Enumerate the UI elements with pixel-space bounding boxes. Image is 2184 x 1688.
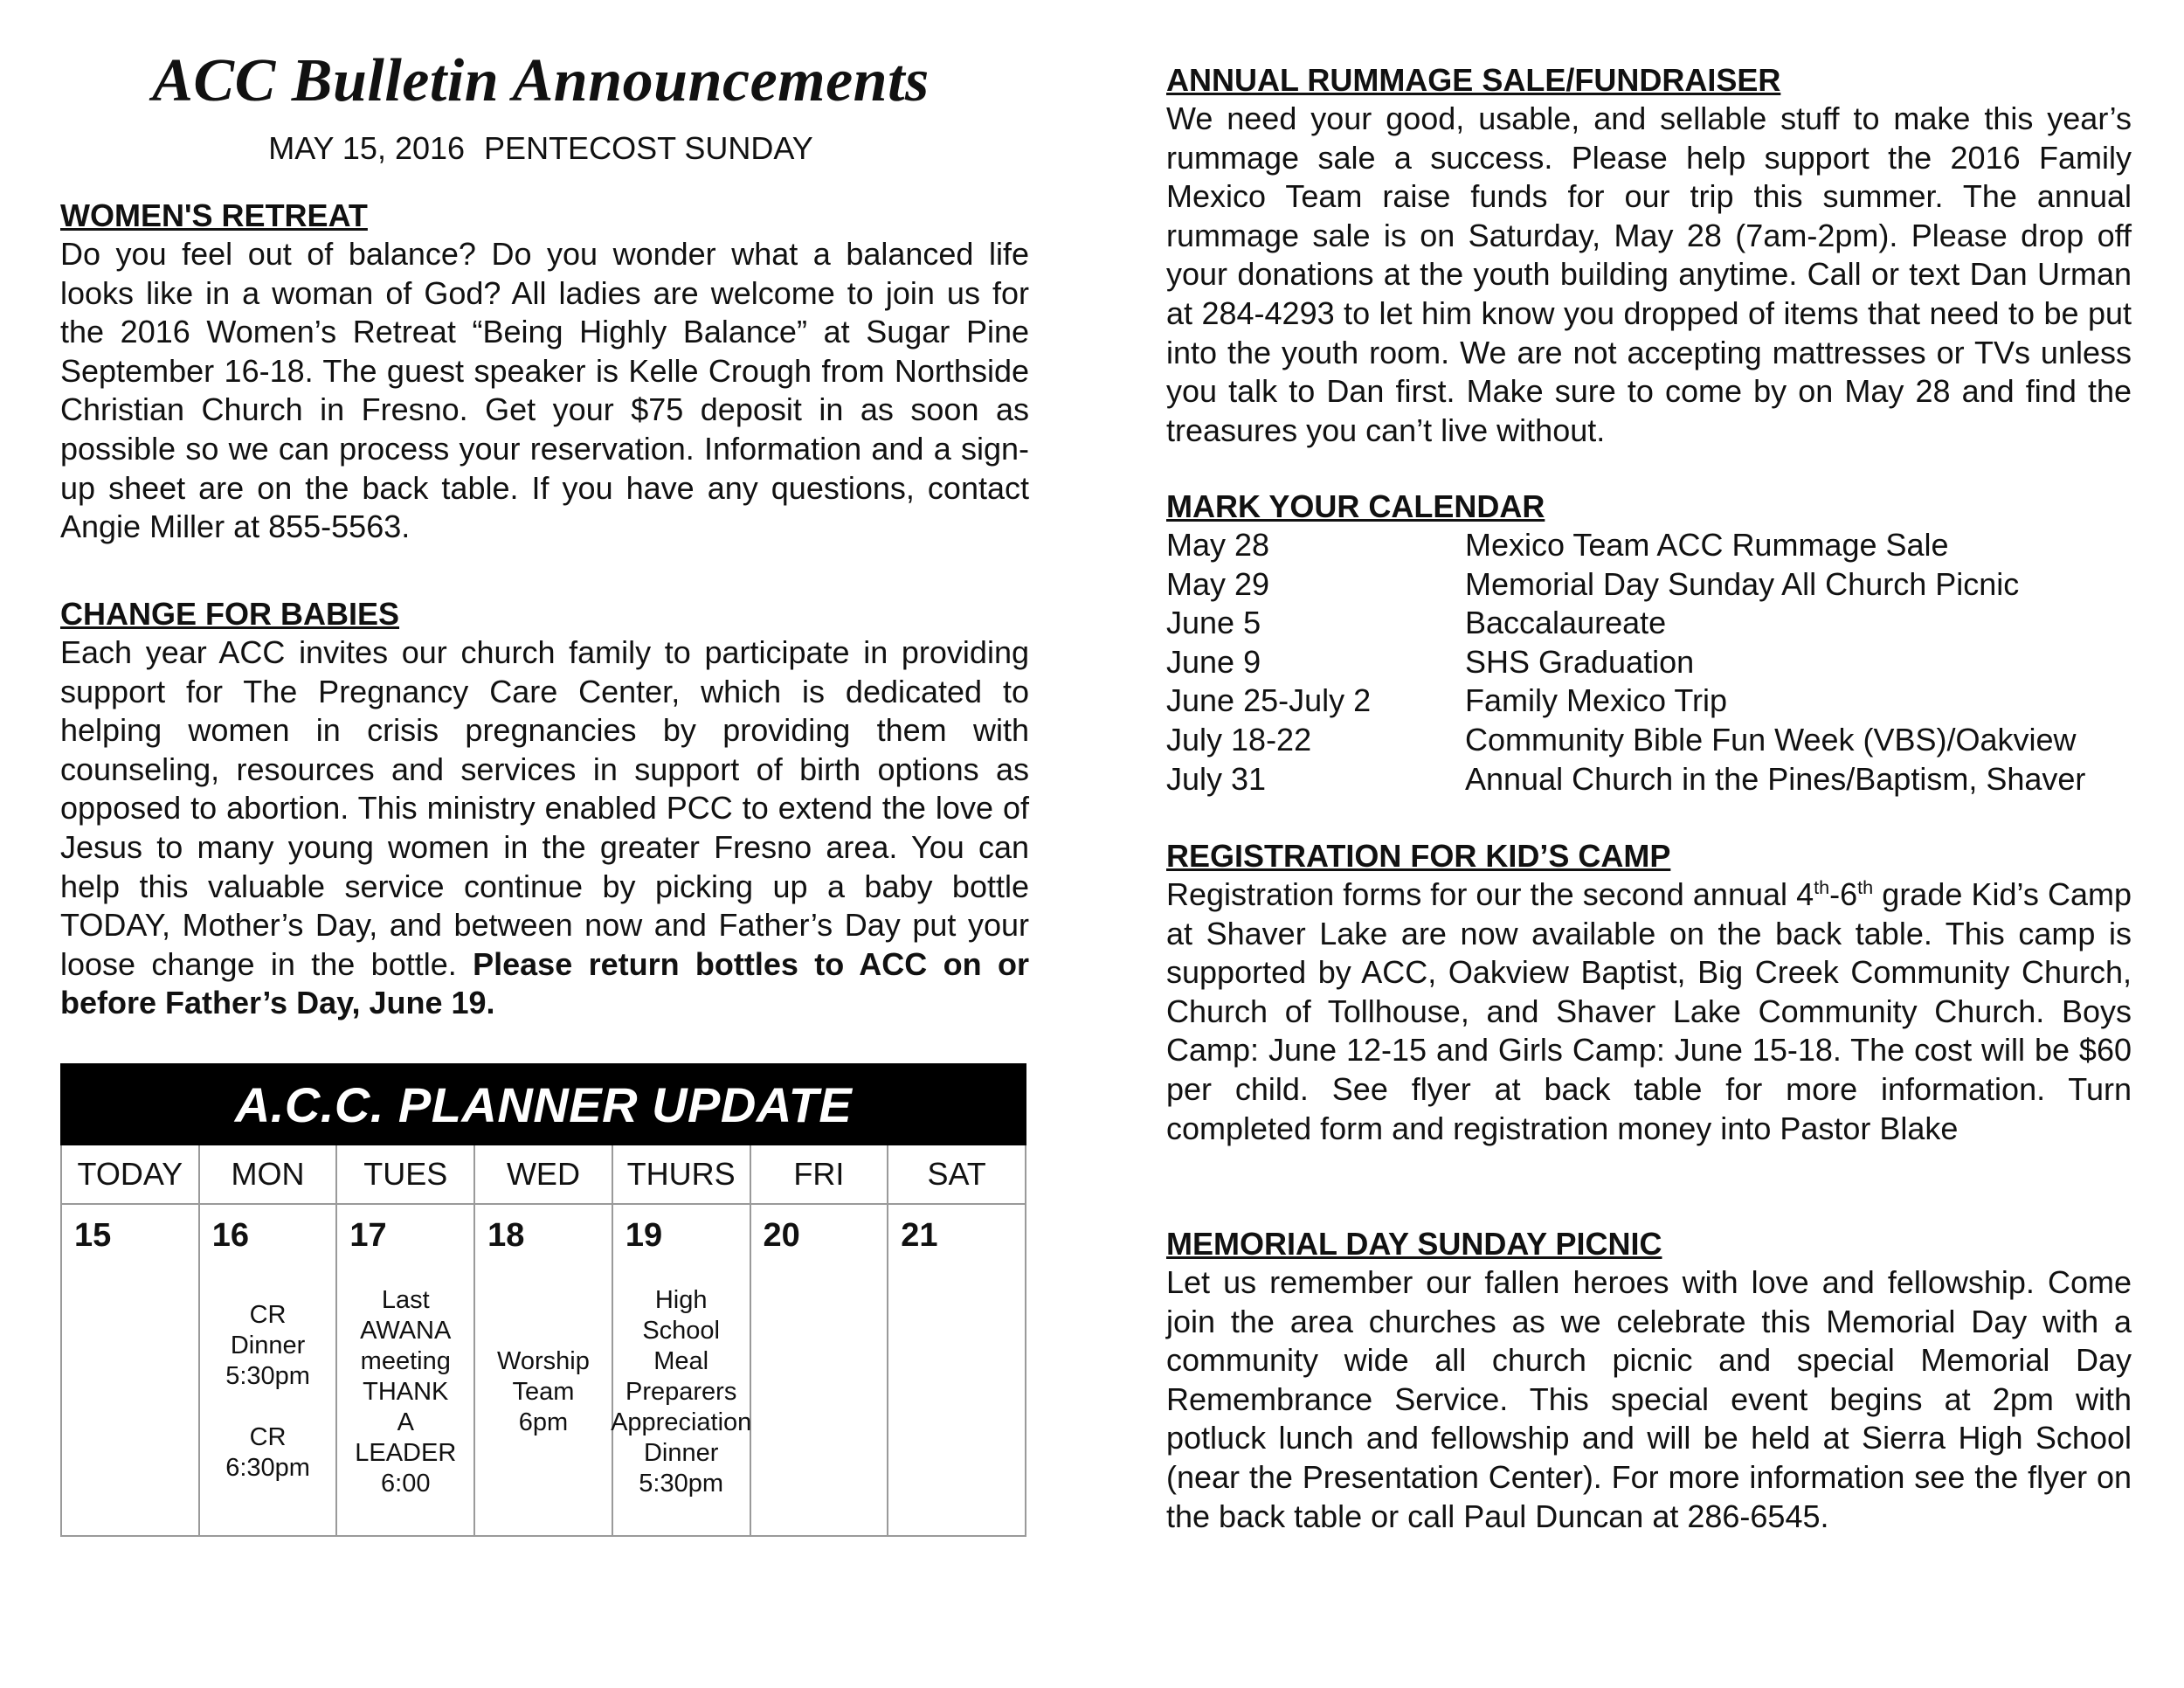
planner-day-header: FRI	[750, 1145, 888, 1204]
calendar-item-date: July 18-22	[1166, 721, 1312, 758]
change-for-babies-body	[60, 633, 1029, 1023]
calendar-item-date: June 5	[1166, 605, 1261, 641]
planner-event-line: CR	[249, 1423, 287, 1451]
calendar-item	[1166, 760, 2132, 799]
planner-event-line: 6pm	[518, 1408, 569, 1436]
calendar-item-event: Community Bible Fun Week (VBS)/Oakview	[1465, 721, 2077, 758]
planner-day-cell	[612, 1204, 750, 1536]
calendar-section	[1166, 488, 2132, 799]
planner-day-header: TUES	[336, 1145, 474, 1204]
womens-retreat-heading: WOMEN'S RETREAT	[60, 197, 368, 233]
memorial-picnic-body: Let us remember our fallen heroes with love and fellowship. Come join the area churches as we celebrate this Memorial Day with a community wide all church picnic and special Memorial Day Remembrance Service. This special event begins at 2pm with potluck lunch and fellowship and will be held at Sierra High School (near the Presentation Center). For more information see the flyer on the back table or call Paul Duncan at 286-6545.	[1166, 1264, 2132, 1534]
planner-day-header: SAT	[888, 1145, 1026, 1204]
calendar-item-event: SHS Graduation	[1465, 643, 1695, 680]
change-for-babies-bold-text: Please return bottles to ACC on or before Father’s Day, June 19.	[60, 945, 1029, 1021]
kids-camp-sup-1: th	[1814, 876, 1830, 898]
calendar-item-date: July 31	[1166, 760, 1267, 797]
planner-event-line: Team	[512, 1377, 575, 1406]
calendar-item-date: June 25-July 2	[1166, 682, 1372, 719]
planner-table	[60, 1063, 1026, 1537]
planner-day-number: 19	[625, 1217, 663, 1254]
planner-day-events	[337, 1266, 473, 1518]
calendar-item	[1166, 565, 2132, 605]
bulletin-occasion: PENTECOST SUNDAY	[484, 130, 813, 166]
planner-day-cell	[888, 1204, 1026, 1536]
calendar-item-date: June 9	[1166, 643, 1261, 680]
calendar-item-event: Memorial Day Sunday All Church Picnic	[1465, 565, 2020, 602]
planner-day-events	[200, 1266, 336, 1518]
planner-event-line: THANK	[363, 1377, 449, 1406]
planner-event-line: LEADER	[355, 1438, 457, 1467]
planner-day-header: TODAY	[61, 1145, 199, 1204]
planner-event-line: 6:30pm	[225, 1454, 310, 1482]
planner-event-line: Last	[381, 1285, 430, 1314]
planner-header-row	[61, 1145, 1026, 1204]
kids-camp-heading: REGISTRATION FOR KID’S CAMP	[1166, 838, 1671, 874]
planner-event-line: 5:30pm	[225, 1362, 310, 1390]
planner-event-line: 5:30pm	[639, 1469, 724, 1498]
calendar-item-event: Baccalaureate	[1465, 605, 1667, 641]
rummage-sale-heading: ANNUAL RUMMAGE SALE/FUNDRAISER	[1166, 62, 1781, 98]
calendar-heading: MARK YOUR CALENDAR	[1166, 488, 1545, 524]
womens-retreat-section	[60, 197, 1029, 547]
calendar-item-date: May 29	[1166, 565, 1270, 602]
planner-event-line: AWANA	[360, 1316, 452, 1345]
kids-camp-text-post: grade Kid’s Camp at Shaver Lake are now available on the back table. This camp is supported by ACC, Oakview Baptist, Big Creek Community Church, Church of Tollhouse, and Shaver Lake Community Church. Boys Camp: June 12-15 and Girls Camp: June 15-18. The cost will be $60 per child. See flyer at back table for more information. Turn completed form and registration money into Pastor Blake	[1166, 876, 2132, 1146]
bulletin-date: MAY 15, 2016	[268, 130, 466, 166]
kids-camp-text-pre: Registration forms for our the second annual 4	[1166, 876, 1814, 912]
calendar-item	[1166, 721, 2132, 760]
memorial-picnic-heading: MEMORIAL DAY SUNDAY PICNIC	[1166, 1226, 1662, 1262]
planner-event-line: Dinner	[643, 1438, 719, 1467]
planner-day-events	[613, 1266, 750, 1518]
planner-day-header: WED	[474, 1145, 612, 1204]
planner-day-cell	[474, 1204, 612, 1536]
planner-event-line: meeting	[360, 1346, 451, 1375]
planner-day-number: 21	[901, 1217, 938, 1254]
planner-day-cell	[199, 1204, 337, 1536]
planner-event-line: Preparers	[625, 1377, 737, 1406]
change-for-babies-text: Each year ACC invites our church family to participate in providing support for The Pregnancy Care Center, which is dedicated to helping women in crisis pregnancies by providing them with counseling, resources and services in support of birth options as opposed to abortion. This ministry enabled PCC to extend the love of Jesus to many young women in the greater Fresno area. You can help this valuable service continue by picking up a baby bottle TODAY, Mother’s Day, and between now and Father’s Day put your loose change in the bottle.	[60, 634, 1029, 982]
planner-event-line: Worship	[497, 1346, 590, 1375]
planner-day-header: THURS	[612, 1145, 750, 1204]
calendar-item	[1166, 681, 2132, 721]
planner-event-line: Meal	[653, 1346, 709, 1375]
planner-days-row	[61, 1204, 1026, 1536]
calendar-item-event: Family Mexico Trip	[1465, 682, 1728, 719]
womens-retreat-body: Do you feel out of balance? Do you wonder what a balanced life looks like in a woman of God? All ladies are welcome to join us for the 2016 Women’s Retreat “Being Highly Balance” at Sugar Pine September 16-18. The guest speaker is Kelle Crough from Northside Christian Church in Fresno. Get your $75 deposit in as soon as possible so we can process your reservation. Information and a sign-up sheet are on the back table. If you have any questions, contact Angie Miller at 855-5563.	[60, 236, 1029, 545]
calendar-item	[1166, 643, 2132, 682]
planner-event-line: A	[397, 1408, 414, 1436]
planner-day-number: 17	[349, 1217, 387, 1254]
planner-day-cell	[61, 1204, 199, 1536]
planner-day-events	[475, 1266, 612, 1518]
planner-day-cell	[336, 1204, 474, 1536]
calendar-item-event: Annual Church in the Pines/Baptism, Shaver	[1465, 760, 2086, 797]
calendar-item	[1166, 526, 2132, 565]
calendar-item-date: May 28	[1166, 527, 1270, 563]
bulletin-subtitle	[60, 131, 1021, 166]
bulletin-title: ACC Bulletin Announcements	[152, 47, 930, 114]
change-for-babies-section	[60, 595, 1029, 1023]
change-for-babies-heading: CHANGE FOR BABIES	[60, 596, 400, 632]
planner-event-line: Dinner	[230, 1332, 306, 1359]
calendar-item-event: Mexico Team ACC Rummage Sale	[1465, 527, 1949, 563]
kids-camp-section	[1166, 837, 2132, 1148]
planner-event-line: Appreciation	[611, 1408, 752, 1436]
planner-day-cell	[750, 1204, 888, 1536]
kids-camp-body	[1166, 875, 2132, 1148]
rummage-sale-section	[1166, 61, 2132, 450]
kids-camp-text-mid: -6	[1829, 876, 1858, 912]
planner-banner: A.C.C. PLANNER UPDATE	[61, 1064, 1026, 1145]
planner-day-number: 18	[487, 1217, 525, 1254]
kids-camp-sup-2: th	[1857, 876, 1874, 898]
planner-day-header: MON	[199, 1145, 337, 1204]
planner-event-line: High School	[642, 1285, 720, 1345]
calendar-list	[1166, 526, 2132, 799]
rummage-sale-body: We need your good, usable, and sellable stuff to make this year’s rummage sale a success. Please help support the 2016 Family Mexico Team raise funds for our trip this summer. The annual rummage sale is on Saturday, May 28 (7am-2pm). Please drop off your donations at the youth building anytime. Call or text Dan Urman at 284-4293 to let him know you dropped of items that need to be put into the youth room. We are not accepting mattresses or TVs unless you talk to Dan first. Make sure to come by on May 28 and find the treasures you can’t live without.	[1166, 100, 2132, 448]
calendar-item	[1166, 604, 2132, 643]
planner-event-line: CR	[249, 1301, 287, 1329]
planner-day-number: 20	[763, 1217, 800, 1254]
memorial-picnic-section	[1166, 1225, 2132, 1536]
planner-day-number: 16	[211, 1217, 249, 1254]
planner-event-line: 6:00	[381, 1469, 431, 1498]
planner-day-number: 15	[74, 1217, 112, 1254]
